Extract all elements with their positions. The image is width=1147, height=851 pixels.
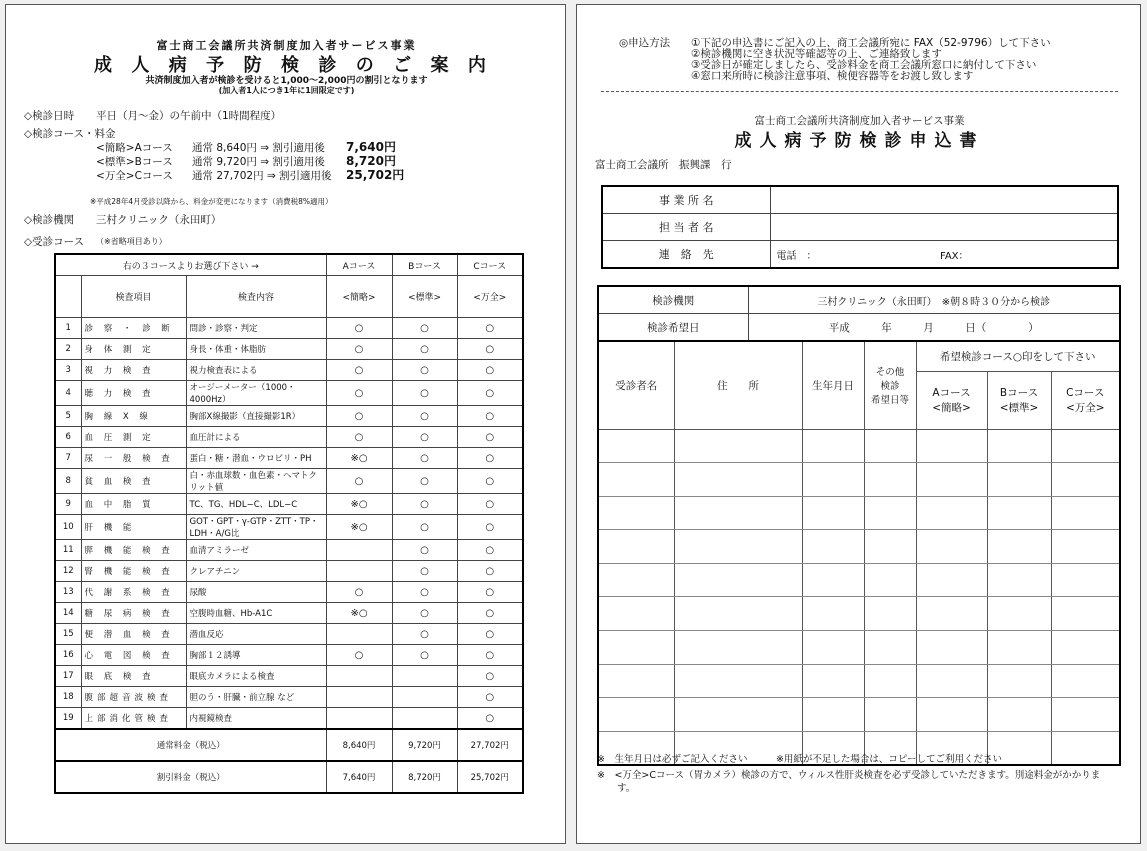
exam-row: [55, 360, 523, 381]
course-a-discount: 7,640円: [346, 140, 396, 154]
col-c-header: Cコース: [457, 254, 523, 276]
course-c-normal: 通常 27,702円 ⇒ 割引適用後: [192, 170, 332, 182]
examinee-row[interactable]: [598, 463, 1120, 497]
col-course-a: Aコース <簡略>: [916, 371, 987, 429]
row-content: 胸部X線撮影（直接撮影1R）: [186, 406, 326, 427]
row-mark-a: [326, 708, 392, 730]
examinee-cell[interactable]: [802, 530, 864, 564]
col-a-header: Aコース: [326, 254, 392, 276]
row-mark-c: ○: [457, 318, 523, 339]
examinee-cell[interactable]: [598, 496, 674, 530]
examinee-cell[interactable]: [916, 597, 987, 631]
examinee-cell[interactable]: [987, 429, 1051, 463]
title-char: の: [355, 55, 374, 76]
course-c-discount: 25,702円: [346, 168, 405, 182]
examinee-cell[interactable]: [802, 597, 864, 631]
row-mark-a: [326, 666, 392, 687]
item-header: 検査項目: [81, 276, 186, 318]
title-char: 検: [280, 55, 299, 76]
examinee-cell[interactable]: [802, 496, 864, 530]
method-line: ④窓口来所時に検診注意事項、検便容器等をお渡し致します: [691, 70, 974, 82]
row-mark-b: [392, 666, 457, 687]
price-note: ※平成28年4月受診以降から、料金が変更になります（消費税8%適用）: [90, 197, 333, 206]
discount-price-a: 7,640円: [326, 761, 392, 793]
normal-price-b: 9,720円: [392, 729, 457, 761]
examinee-cell[interactable]: [864, 597, 916, 631]
row-content: 問診・診察・判定: [186, 318, 326, 339]
discount-price-label: 割引料金（税込）: [55, 761, 326, 793]
normal-price-a: 8,640円: [326, 729, 392, 761]
examinee-cell[interactable]: [674, 631, 802, 665]
row-number: 19: [55, 708, 81, 730]
examinee-cell[interactable]: [674, 664, 802, 698]
row-item: 腎 機 能 検 査: [81, 561, 186, 582]
sub-a-header: <簡略>: [326, 276, 392, 318]
row-number: 11: [55, 540, 81, 561]
examinee-cell[interactable]: [916, 631, 987, 665]
examinee-cell[interactable]: [674, 530, 802, 564]
examinee-cell[interactable]: [598, 631, 674, 665]
examinee-cell[interactable]: [987, 698, 1051, 732]
col-course: 希望検診コース○印をして下さい: [916, 341, 1120, 371]
normal-price-c: 27,702円: [457, 729, 523, 761]
row-number: 14: [55, 603, 81, 624]
person-label: 担 当 者 名: [602, 214, 770, 241]
row-mark-c: ○: [457, 624, 523, 645]
row-content: 血圧計による: [186, 427, 326, 448]
examinee-cell[interactable]: [987, 496, 1051, 530]
examinee-row[interactable]: [598, 597, 1120, 631]
title-char: 予: [206, 55, 225, 76]
method-line: ②検診機関に空き状況等確認等の上、ご連絡致します: [691, 48, 942, 60]
fax-label: FAX：: [940, 250, 969, 262]
row-item: 肝 機 能: [81, 515, 186, 540]
row-mark-b: ○: [392, 561, 457, 582]
examinee-cell[interactable]: [1051, 664, 1120, 698]
addressee: 富士商工会議所 振興課 行: [595, 159, 732, 171]
row-mark-c: ○: [457, 406, 523, 427]
row-mark-c: ○: [457, 645, 523, 666]
examinee-row[interactable]: [598, 530, 1120, 564]
course-b-name: <標準>Bコース: [96, 156, 173, 168]
row-mark-c: ○: [457, 603, 523, 624]
course-a-name: <簡略>Aコース: [96, 142, 173, 154]
title-char: 内: [467, 55, 486, 76]
row-mark-a: ○: [326, 339, 392, 360]
discount-price-b: 8,720円: [392, 761, 457, 793]
examinee-cell[interactable]: [598, 597, 674, 631]
title-char: 成: [94, 55, 112, 76]
row-item: 腹部超音波検査: [81, 687, 186, 708]
exam-row: [55, 645, 523, 666]
title-char: 病: [168, 55, 187, 76]
course-table: [54, 253, 524, 794]
row-content: 尿酸: [186, 582, 326, 603]
exam-row: [55, 381, 523, 406]
row-item: 糖 尿 病 検 査: [81, 603, 186, 624]
row-mark-b: ○: [392, 381, 457, 406]
exam-row: [55, 561, 523, 582]
method-label: ◎申込方法: [619, 37, 671, 49]
examinee-cell[interactable]: [1051, 731, 1120, 765]
col-address: 住 所: [674, 341, 802, 429]
examinee-cell[interactable]: [598, 664, 674, 698]
row-content: 胸部１２誘導: [186, 645, 326, 666]
exam-inst-label: 検診機関: [598, 286, 748, 314]
title-char: 案: [430, 55, 449, 76]
row-number: 5: [55, 406, 81, 427]
row-mark-b: [392, 708, 457, 730]
row-mark-a: ○: [326, 381, 392, 406]
examinee-cell[interactable]: [802, 463, 864, 497]
examinee-cell[interactable]: [916, 463, 987, 497]
col-b-header: Bコース: [392, 254, 457, 276]
applicant-info-table: [601, 185, 1119, 269]
row-mark-b: ○: [392, 339, 457, 360]
row-number: 10: [55, 515, 81, 540]
exam-row: [55, 427, 523, 448]
course-b-normal: 通常 9,720円 ⇒ 割引適用後: [192, 156, 325, 168]
examinee-cell[interactable]: [598, 429, 674, 463]
guide-org: 富士商工会議所共済制度加入者サービス事業: [156, 39, 417, 52]
examinee-cell[interactable]: [987, 463, 1051, 497]
sub-c-header: <万全>: [457, 276, 523, 318]
examinee-cell[interactable]: [598, 463, 674, 497]
examinee-cell[interactable]: [598, 530, 674, 564]
examinee-row[interactable]: [598, 698, 1120, 732]
row-mark-a: ○: [326, 406, 392, 427]
form-note-1: ※ 生年月日は必ずご記入ください ※用紙が不足した場合は、コピーしてご利用ください: [597, 754, 1003, 765]
row-content: 血清アミラーゼ: [186, 540, 326, 561]
institution-label: ◇検診機関: [24, 214, 75, 226]
examinee-row[interactable]: [598, 664, 1120, 698]
choose-header: 右の３コースよりお選び下さい →: [55, 254, 326, 276]
exam-row: [55, 687, 523, 708]
contact-label: 連 絡 先: [602, 241, 770, 269]
row-mark-a: ※○: [326, 603, 392, 624]
exam-row: [55, 666, 523, 687]
row-mark-b: ○: [392, 540, 457, 561]
examinee-cell[interactable]: [674, 698, 802, 732]
row-mark-a: [326, 687, 392, 708]
examinee-cell[interactable]: [1051, 631, 1120, 665]
form-note-3: す。: [617, 783, 636, 794]
tel-label: 電話 ：: [776, 250, 817, 262]
title-char: 人: [131, 55, 150, 76]
guide-subtitle-note: (加入者1人につき1年に1回限定です): [218, 86, 355, 95]
row-number: 1: [55, 318, 81, 339]
examinee-cell[interactable]: [987, 563, 1051, 597]
row-mark-c: ○: [457, 360, 523, 381]
course-a-normal: 通常 8,640円 ⇒ 割引適用後: [192, 142, 325, 154]
row-mark-c: ○: [457, 339, 523, 360]
row-mark-a: ※○: [326, 494, 392, 515]
examinee-cell[interactable]: [916, 429, 987, 463]
examinee-cell[interactable]: [864, 463, 916, 497]
row-mark-b: ○: [392, 318, 457, 339]
row-mark-c: ○: [457, 582, 523, 603]
examinee-cell[interactable]: [1051, 530, 1120, 564]
examinee-cell[interactable]: [1051, 563, 1120, 597]
row-mark-c: ○: [457, 708, 523, 730]
guide-page: [5, 4, 566, 844]
row-mark-b: ○: [392, 494, 457, 515]
title-char: 診: [318, 55, 337, 76]
row-number: 7: [55, 448, 81, 469]
row-mark-b: ○: [392, 603, 457, 624]
examinee-cell[interactable]: [674, 597, 802, 631]
row-item: 貧 血 検 査: [81, 469, 186, 494]
row-mark-c: ○: [457, 515, 523, 540]
examinee-cell[interactable]: [1051, 496, 1120, 530]
course-b-discount: 8,720円: [346, 154, 396, 168]
row-mark-a: ○: [326, 645, 392, 666]
examinee-cell[interactable]: [916, 496, 987, 530]
row-mark-c: ○: [457, 448, 523, 469]
row-item: 血 圧 測 定: [81, 427, 186, 448]
sub-b-header: <標準>: [392, 276, 457, 318]
row-item: 身 体 測 定: [81, 339, 186, 360]
row-number: 8: [55, 469, 81, 494]
examinee-cell[interactable]: [864, 496, 916, 530]
row-item: 心 電 図 検 査: [81, 645, 186, 666]
table-label: ◇受診コース: [24, 236, 85, 248]
row-mark-b: ○: [392, 515, 457, 540]
row-mark-b: ○: [392, 360, 457, 381]
row-number: 4: [55, 381, 81, 406]
col-course-b: Bコース <標準>: [987, 371, 1051, 429]
row-number: 17: [55, 666, 81, 687]
person-field[interactable]: [770, 214, 1118, 241]
examinee-cell[interactable]: [864, 563, 916, 597]
row-item: 膵 機 能 検 査: [81, 540, 186, 561]
examinee-cell[interactable]: [674, 463, 802, 497]
row-mark-c: ○: [457, 666, 523, 687]
institution-value: 三村クリニック（永田町）: [96, 214, 222, 226]
row-mark-a: ○: [326, 469, 392, 494]
row-number: 15: [55, 624, 81, 645]
row-item: 上部消化管検査: [81, 708, 186, 730]
examinee-row[interactable]: [598, 631, 1120, 665]
examinee-table: [597, 340, 1121, 766]
examinee-cell[interactable]: [802, 664, 864, 698]
examinee-cell[interactable]: [864, 530, 916, 564]
examinee-cell[interactable]: [987, 530, 1051, 564]
application-page: [576, 4, 1141, 844]
row-content: オージーメーター（1000・4000Hz）: [186, 381, 326, 406]
col-birthdate: 生年月日: [802, 341, 864, 429]
exam-row: [55, 406, 523, 427]
row-content: クレアチニン: [186, 561, 326, 582]
exam-row: [55, 582, 523, 603]
row-number: 2: [55, 339, 81, 360]
examinee-cell[interactable]: [802, 698, 864, 732]
row-number: 9: [55, 494, 81, 515]
exam-row: [55, 540, 523, 561]
row-content: 胆のう・肝臓・前立腺 など: [186, 687, 326, 708]
row-number: 13: [55, 582, 81, 603]
row-content: 白・赤血球数・血色素・ヘマトクリット値: [186, 469, 326, 494]
row-mark-c: ○: [457, 561, 523, 582]
exam-info-table: [597, 285, 1121, 342]
exam-row: [55, 708, 523, 730]
examinee-cell[interactable]: [802, 429, 864, 463]
row-number: 18: [55, 687, 81, 708]
course-label: ◇検診コース・料金: [24, 128, 116, 140]
row-item: 血 中 脂 質: [81, 494, 186, 515]
examinee-cell[interactable]: [674, 496, 802, 530]
examinee-cell[interactable]: [1051, 597, 1120, 631]
normal-price-label: 通常料金（税込）: [55, 729, 326, 761]
examinee-cell[interactable]: [987, 664, 1051, 698]
examinee-cell[interactable]: [916, 698, 987, 732]
row-item: 胸 線 X 線: [81, 406, 186, 427]
row-item: 視 力 検 査: [81, 360, 186, 381]
row-content: 空腹時血糖、Hb-A1C: [186, 603, 326, 624]
col-course-c: Cコース <万全>: [1051, 371, 1120, 429]
row-mark-b: ○: [392, 469, 457, 494]
examinee-cell[interactable]: [1051, 463, 1120, 497]
title-char: ご: [393, 55, 412, 76]
row-content: TC、TG、HDL−C、LDL−C: [186, 494, 326, 515]
exam-row: [55, 494, 523, 515]
form-org: 富士商工会議所共済制度加入者サービス事業: [754, 115, 965, 127]
examinee-cell[interactable]: [987, 597, 1051, 631]
row-mark-a: [326, 540, 392, 561]
examinee-cell[interactable]: [802, 631, 864, 665]
examinee-cell[interactable]: [674, 429, 802, 463]
examinee-cell[interactable]: [1051, 698, 1120, 732]
row-mark-c: ○: [457, 469, 523, 494]
form-title: 成人病予防検診申込書: [734, 131, 985, 151]
exam-row: [55, 624, 523, 645]
row-content: 内視鏡検査: [186, 708, 326, 730]
guide-subtitle: 共済制度加入者が検診を受けると1,000〜2,000円の割引となります: [145, 76, 428, 86]
row-item: 尿 一 般 検 査: [81, 448, 186, 469]
contact-field[interactable]: [770, 241, 1118, 269]
date-value: 平日（月〜金）の午前中（1時間程度）: [96, 110, 282, 122]
row-mark-a: [326, 624, 392, 645]
row-mark-a: ○: [326, 318, 392, 339]
row-mark-b: [392, 687, 457, 708]
row-content: 身長・体重・体脂肪: [186, 339, 326, 360]
row-mark-b: ○: [392, 406, 457, 427]
row-content: 潜血反応: [186, 624, 326, 645]
examinee-cell[interactable]: [674, 563, 802, 597]
col-other: その他 検診 希望日等: [864, 341, 916, 429]
row-item: 診 察 ・ 診 断: [81, 318, 186, 339]
row-mark-a: [326, 561, 392, 582]
exam-row: [55, 448, 523, 469]
row-mark-a: ※○: [326, 515, 392, 540]
row-mark-c: ○: [457, 381, 523, 406]
row-content: 蛋白・糖・潜血・ウロビリ・PH: [186, 448, 326, 469]
examinee-cell[interactable]: [864, 429, 916, 463]
date-label: ◇検診日時: [24, 110, 75, 122]
examinee-cell[interactable]: [1051, 429, 1120, 463]
row-mark-b: ○: [392, 448, 457, 469]
examinee-row[interactable]: [598, 429, 1120, 463]
row-item: 眼 底 検 査: [81, 666, 186, 687]
row-mark-c: ○: [457, 540, 523, 561]
examinee-cell[interactable]: [916, 530, 987, 564]
exam-row: [55, 469, 523, 494]
row-item: 代 謝 系 検 査: [81, 582, 186, 603]
discount-price-c: 25,702円: [457, 761, 523, 793]
row-mark-c: ○: [457, 494, 523, 515]
row-mark-a: ○: [326, 582, 392, 603]
exam-inst-value: 三村クリニック（永田町） ※朝８時３０分から検診: [748, 286, 1120, 314]
exam-date-label: 検診希望日: [598, 314, 748, 342]
business-name-field[interactable]: [770, 186, 1118, 214]
row-mark-b: ○: [392, 624, 457, 645]
examinee-row[interactable]: [598, 496, 1120, 530]
examinee-cell[interactable]: [864, 664, 916, 698]
row-number: 16: [55, 645, 81, 666]
examinee-cell[interactable]: [864, 631, 916, 665]
exam-date-field[interactable]: 平成 年 月 日（ ）: [748, 314, 1120, 342]
row-mark-b: ○: [392, 645, 457, 666]
examinee-cell[interactable]: [598, 698, 674, 732]
cut-line: [601, 91, 1118, 92]
examinee-cell[interactable]: [864, 698, 916, 732]
row-number: 6: [55, 427, 81, 448]
method-line: ①下記の申込書にご記入の上、商工会議所宛に FAX（52-9796）して下さい: [691, 37, 1051, 49]
row-content: 視力検査表による: [186, 360, 326, 381]
row-item: 聴 力 検 査: [81, 381, 186, 406]
examinee-cell[interactable]: [802, 563, 864, 597]
form-note-2: ※ <万全>Cコース（胃カメラ）検診の方で、ウィルス性肝炎検査を必ず受診していただきます。別途料金がかかりま: [597, 770, 1101, 781]
row-mark-a: ○: [326, 360, 392, 381]
row-content: 眼底カメラによる検査: [186, 666, 326, 687]
content-header: 検査内容: [186, 276, 326, 318]
method-line: ③受診日が確定しましたら、受診料金を商工会議所窓口に納付して下さい: [691, 59, 1037, 71]
table-label-note: （※省略項目あり）: [96, 237, 167, 246]
row-number: 12: [55, 561, 81, 582]
row-mark-b: ○: [392, 427, 457, 448]
exam-row: [55, 515, 523, 540]
exam-row: [55, 603, 523, 624]
examinee-cell[interactable]: [987, 631, 1051, 665]
row-mark-a: ※○: [326, 448, 392, 469]
row-content: GOT・GPT・γ-GTP・ZTT・TP・LDH・A/G比: [186, 515, 326, 540]
examinee-cell[interactable]: [916, 563, 987, 597]
exam-row: [55, 339, 523, 360]
examinee-cell[interactable]: [916, 664, 987, 698]
row-item: 便 潜 血 検 査: [81, 624, 186, 645]
row-number: 3: [55, 360, 81, 381]
row-mark-b: ○: [392, 582, 457, 603]
row-mark-a: ○: [326, 427, 392, 448]
row-mark-c: ○: [457, 687, 523, 708]
col-examinee-name: 受診者名: [598, 341, 674, 429]
course-c-name: <万全>Cコース: [96, 170, 173, 182]
exam-row: [55, 318, 523, 339]
business-name-label: 事 業 所 名: [602, 186, 770, 214]
title-char: 防: [243, 55, 262, 76]
examinee-cell[interactable]: [598, 563, 674, 597]
row-mark-c: ○: [457, 427, 523, 448]
examinee-row[interactable]: [598, 563, 1120, 597]
